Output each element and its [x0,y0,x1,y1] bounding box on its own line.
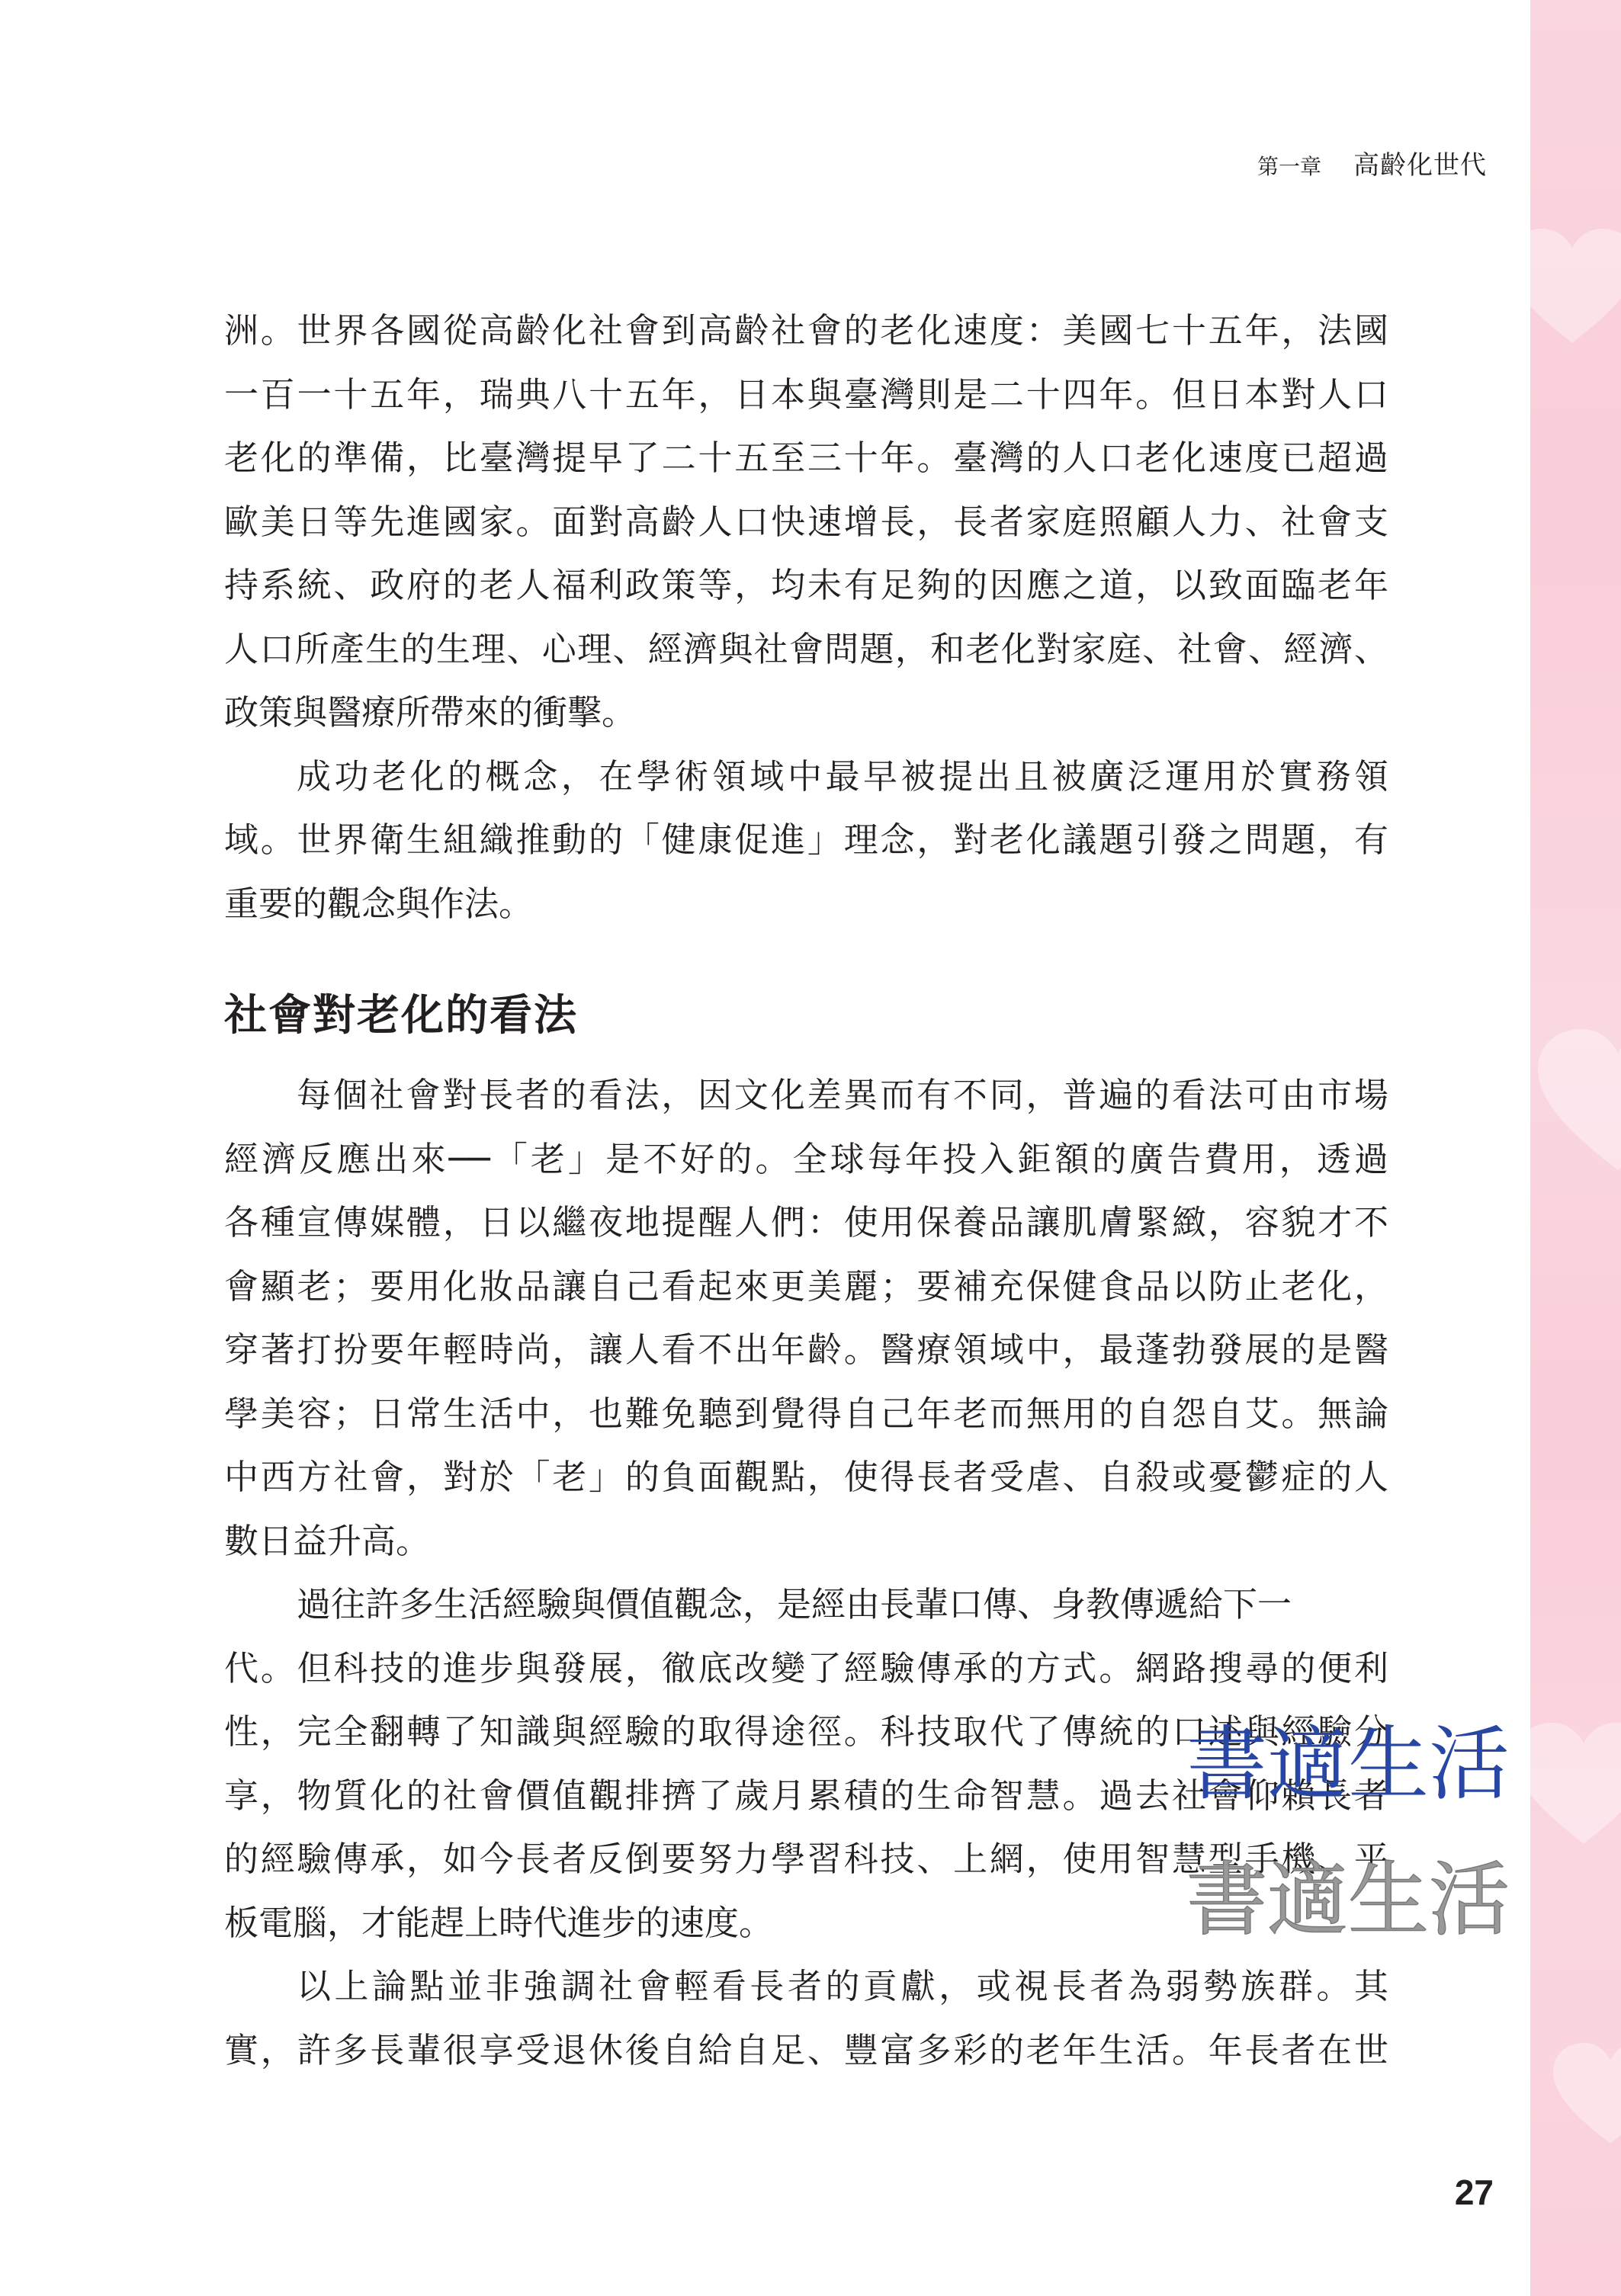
text-line: 老化的準備，比臺灣提早了二十五至三十年。臺灣的人口老化速度已超過 [224,438,1388,478]
heart-icon [1530,229,1621,345]
chapter-label: 第一章 [1257,154,1321,179]
text-line: 學美容；日常生活中，也難免聽到覺得自己年老而無用的自怨自艾。無論 [224,1393,1388,1434]
watermark-text: 書適生活 [1186,1853,1510,1947]
heart-icon [1530,1723,1621,1846]
paragraph [224,1063,1388,1573]
text-line: 每個社會對長者的看法，因文化差異而有不同，普遍的看法可由市場 [297,1075,1388,1115]
heart-icon [1553,2043,1621,2146]
text-line: 政策與醫療所帶來的衝擊。 [224,692,637,733]
text-line: 過往許多生活經驗與價值觀念，是經由長輩口傳、身教傳遞給下一 [297,1584,1292,1624]
body-text [224,299,1388,2082]
text-line: 歐美日等先進國家。面對高齡人口快速增長，長者家庭照顧人力、社會支 [224,501,1388,542]
text-line: 一百一十五年，瑞典八十五年，日本與臺灣則是二十四年。但日本對人口 [224,374,1388,415]
text-line: 會顯老；要用化妝品讓自己看起來更美麗；要補充保健食品以防止老化， [224,1265,1388,1307]
text-line: 實，許多長輩很享受退休後自給自足、豐富多彩的老年生活。年長者在世 [224,2029,1388,2070]
text-line: 持系統、政府的老人福利政策等，均未有足夠的因應之道，以致面臨老年 [224,565,1388,605]
paragraph [224,299,1388,745]
text-line: 板電腦，才能趕上時代進步的速度。 [224,1902,774,1943]
chapter-title: 高齡化世代 [1353,150,1487,181]
section-heading: 社會對老化的看法 [224,991,578,1041]
watermark-text: 書適生活 [1186,1717,1510,1811]
text-line: 人口所產生的生理、心理、經濟與社會問題，和老化對家庭、社會、經濟、 [224,628,1388,669]
text-line: 數日益升高。 [224,1520,431,1561]
text-line: 以上論點並非強調社會輕看長者的貢獻，或視長者為弱勢族群。其 [297,1966,1388,2006]
text-line: 成功老化的概念，在學術領域中最早被提出且被廣泛運用於實務領 [297,755,1388,797]
text-line: 重要的觀念與作法。 [224,883,534,924]
text-line: 各種宣傳媒體，日以繼夜地提醒人們：使用保養品讓肌膚緊緻，容貌才不 [224,1202,1388,1243]
text-line: 享，物質化的社會價值觀排擠了歲月累積的生命智慧。過去社會仰賴長者 [224,1775,1388,1816]
paragraph [224,745,1388,936]
text-line: 性，完全翻轉了知識與經驗的取得途徑。科技取代了傳統的口述與經驗分 [224,1711,1388,1752]
text-line: 中西方社會，對於「老」的負面觀點，使得長者受虐、自殺或憂鬱症的人 [224,1457,1388,1497]
text-line: 域。世界衛生組織推動的「健康促進」理念，對老化議題引發之問題，有 [224,819,1388,860]
paragraph [224,1954,1388,2082]
text-line: 代。但科技的進步與發展，徹底改變了經驗傳承的方式。網路搜尋的便利 [224,1647,1388,1688]
page-number: 27 [1454,2173,1494,2212]
heart-icon [1538,1029,1621,1173]
text-line: 穿著打扮要年輕時尚，讓人看不出年齡。醫療領域中，最蓬勃發展的是醫 [224,1329,1388,1370]
text-line: 洲。世界各國從高齡化社會到高齡社會的老化速度：美國七十五年，法國 [224,310,1388,351]
running-header [1257,149,1487,183]
decorative-side-strip [1530,0,1621,2296]
text-line: 的經驗傳承，如今長者反倒要努力學習科技、上網，使用智慧型手機、平 [224,1839,1388,1879]
text-line: 經濟反應出來──「老」是不好的。全球每年投入鉅額的廣告費用，透過 [224,1138,1388,1179]
